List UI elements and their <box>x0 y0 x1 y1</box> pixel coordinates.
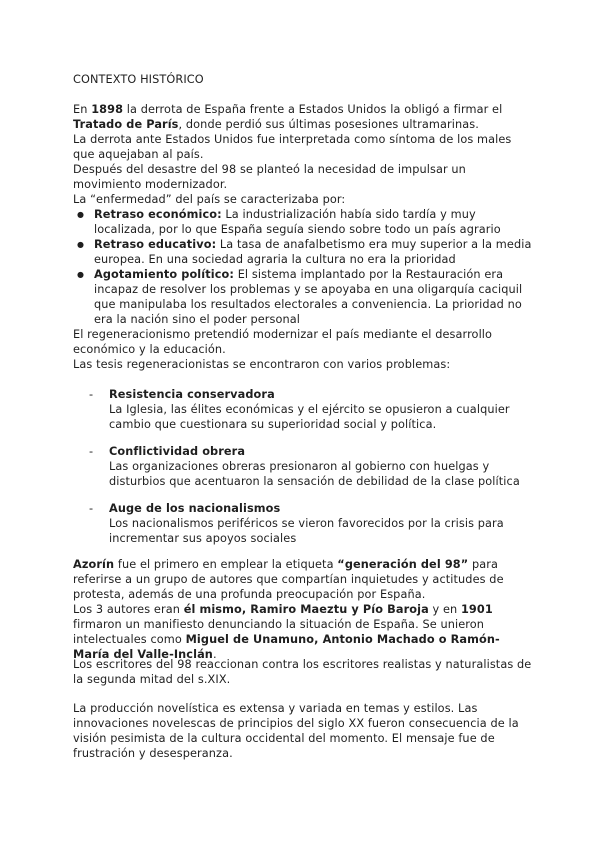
problem-item <box>89 387 539 432</box>
problem-title: Conflictividad obrera <box>109 445 246 458</box>
generation-paragraph-1: Azorín fue el primero en emplear la etiqueta “generación del 98” para referirse a un grupo de autores que compartían inquietudes y actitudes de protesta, además de una profunda preocupación por España. <box>73 558 504 601</box>
intro-paragraph-2: La derrota ante Estados Unidos fue interpretada como síntoma de los males que aquejaban al país. <box>73 133 512 161</box>
intro-paragraph-3: Después del desastre del 98 se planteó la necesidad de impulsar un movimiento modernizador. <box>73 163 466 191</box>
problem-text: Los nacionalismos periféricos se vieron favorecidos por la crisis para incrementar sus apoyos sociales <box>109 517 504 545</box>
generation-section <box>73 557 533 662</box>
dash-marker: - <box>89 445 94 458</box>
causes-list <box>73 207 533 327</box>
list-item: ● Retraso educativo: La tasa de anafalbetismo era muy superior a la media europea. En una sociedad agraria la cultura no era la prioridad <box>73 237 533 267</box>
regen-paragraph-1: El regeneracionismo pretendió modernizar el país mediante el desarrollo económico y la educación. <box>73 328 493 356</box>
intro-paragraph-1: En 1898 la derrota de España frente a Estados Unidos la obligó a firmar el Tratado de París, donde perdió sus últimas posesiones ultramarinas. <box>73 103 503 131</box>
page-title: CONTEXTO HISTÓRICO <box>73 73 204 86</box>
regeneracionismo-section <box>73 327 533 372</box>
problem-item <box>89 501 539 546</box>
intro-paragraph-4: La “enfermedad” del país se caracterizaba por: <box>73 193 346 206</box>
problem-item <box>89 444 539 489</box>
year-1898: 1898 <box>91 103 124 116</box>
dash-marker: - <box>89 388 94 401</box>
problem-title: Resistencia conservadora <box>109 388 275 401</box>
list-item: ● Retraso económico: La industrialización había sido tardía y muy localizada, por lo que España seguía siendo sobre todo un país agrario <box>73 207 533 237</box>
generation-paragraph-2: Los 3 autores eran él mismo, Ramiro Maeztu y Pío Baroja y en 1901 firmaron un manifiesto denunciando la situación de España. Se unieron intelectuales como Miguel de Unamuno, Antonio Machado o Ramón-María del Valle-Inclán. <box>73 603 500 661</box>
treaty-name: Tratado de París <box>73 118 179 131</box>
novel-paragraph: La producción novelística es extensa y variada en temas y estilos. Las innovaciones novelescas de principios del siglo XX fueron consecuencia de la visión pesimista de la cultura occidental del momento. El mensaje fue de frustración y desesperanza. <box>73 702 519 760</box>
problem-text: Las organizaciones obreras presionaron al gobierno con huelgas y disturbios que acentuaron la sensación de debilidad de la clase política <box>109 460 520 488</box>
intro-section <box>73 102 533 327</box>
dash-marker: - <box>89 502 94 515</box>
list-item: ● Agotamiento político: El sistema implantado por la Restauración era incapaz de resolver los problemas y se apoyaba en una oligarquía caciquil que manipulaba los resultados electorales a conveniencia. La prioridad no era la nación sino el poder personal <box>73 267 533 327</box>
writers-paragraph: Los escritores del 98 reaccionan contra los escritores realistas y naturalistas de la segunda mitad del s.XIX. <box>73 658 532 686</box>
problem-text: La Iglesia, las élites económicas y el ejército se opusieron a cualquier cambio que cuestionara su superioridad social y política. <box>109 403 510 431</box>
regen-paragraph-2: Las tesis regeneracionistas se encontraron con varios problemas: <box>73 358 451 371</box>
problem-title: Auge de los nacionalismos <box>109 502 281 515</box>
